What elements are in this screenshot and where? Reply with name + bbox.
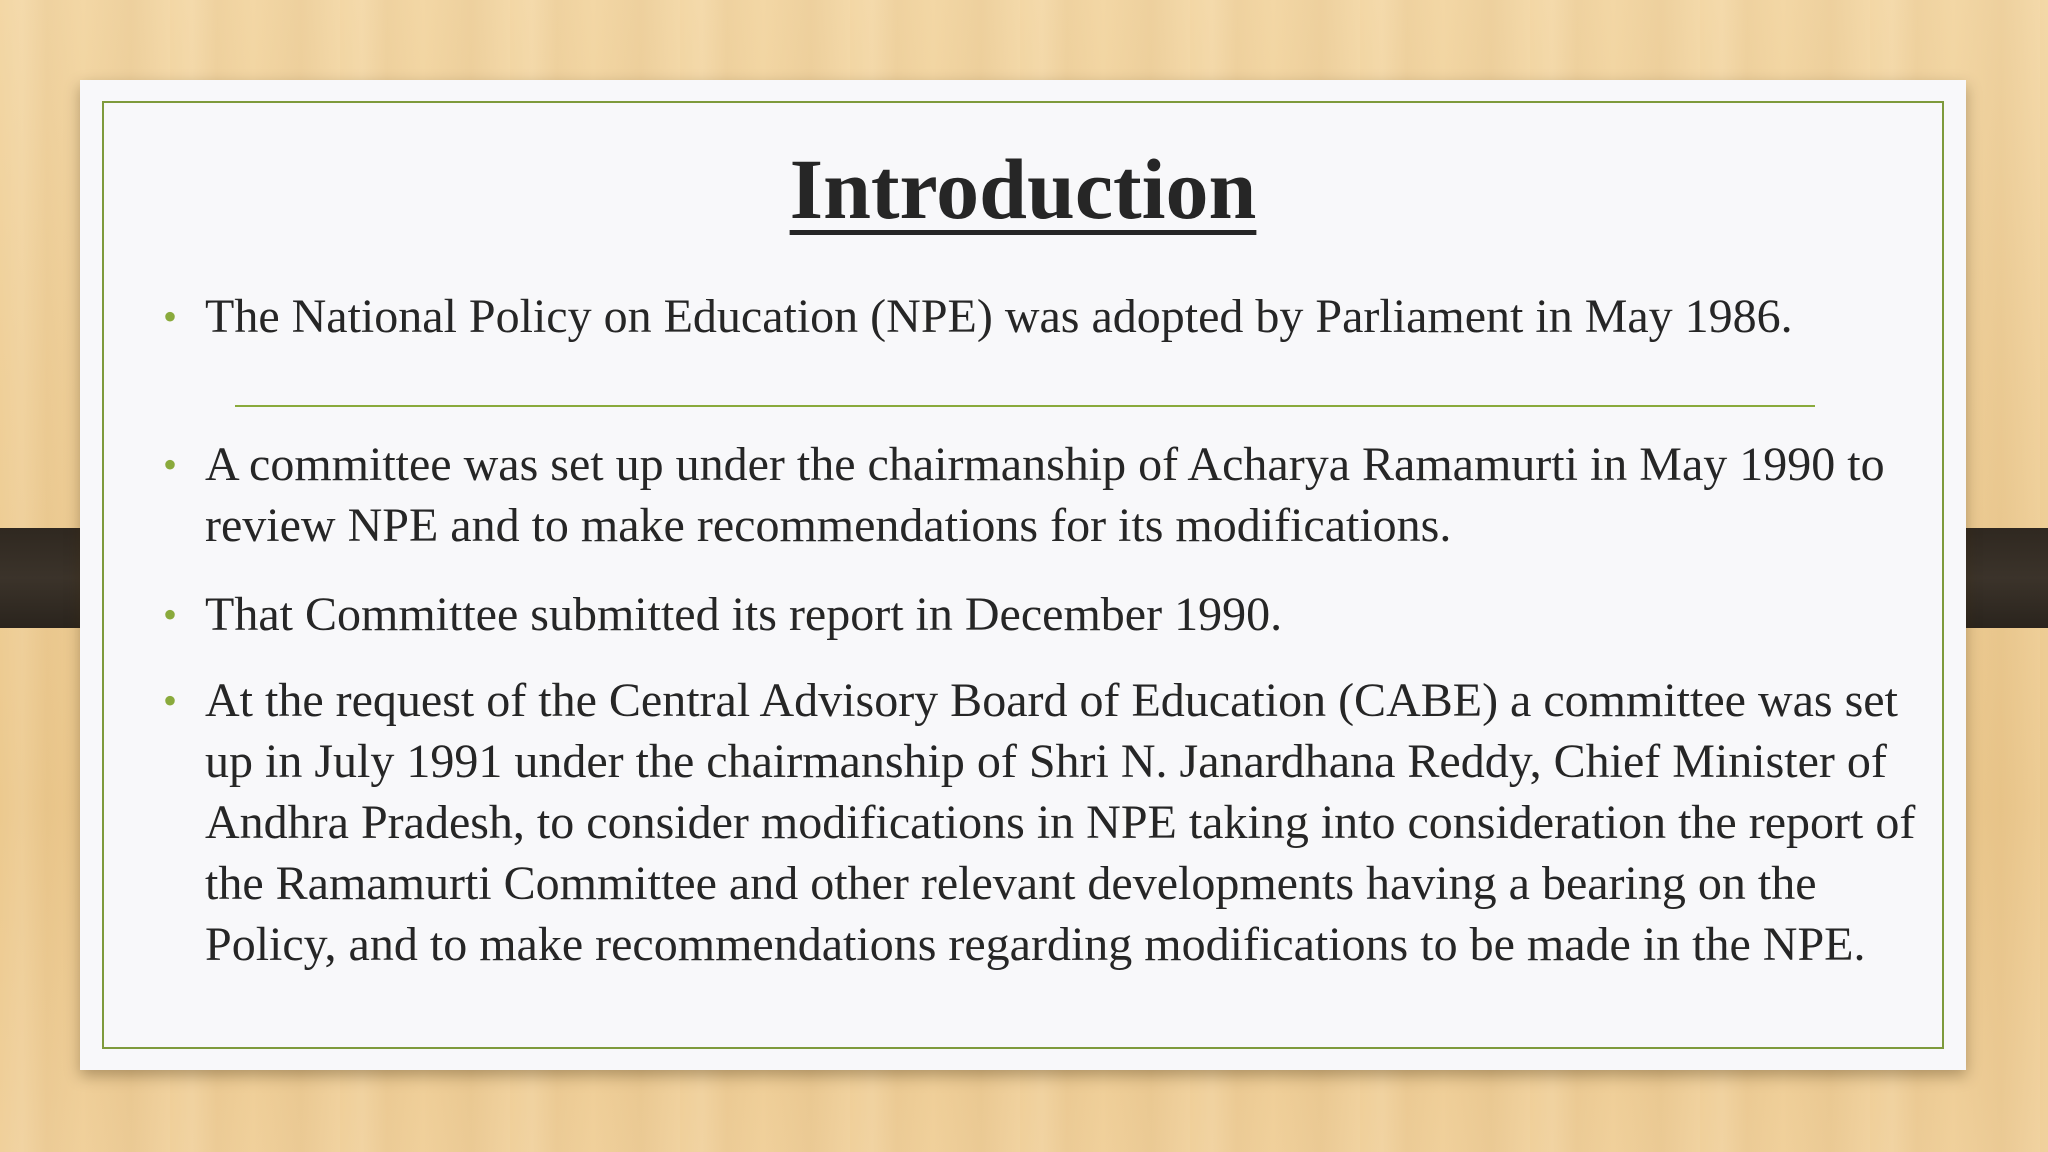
bullet-dot-icon: •	[163, 592, 178, 637]
bullet-list	[80, 80, 1966, 1070]
bullet-dot-icon: •	[163, 442, 178, 487]
bullet-dot-icon: •	[163, 678, 178, 723]
bullet-text-3: That Committee submitted its report in December 1990.	[205, 588, 1283, 641]
bullet-text-2: A committee was set up under the chairmanship of Acharya Ramamurti in May 1990 to review NPE and to make recommendations for its modifications.	[205, 438, 1885, 552]
bullet-dot-icon: •	[163, 294, 178, 339]
bullet-item-4	[163, 670, 1945, 975]
slide-title-text: Introduction	[789, 141, 1257, 237]
slide-card	[80, 80, 1966, 1070]
bullet-item-1	[163, 286, 1945, 347]
bullet-item-2	[163, 434, 1945, 556]
bullet-text-4: At the request of the Central Advisory Board of Education (CABE) a committee was set up in July 1991 under the chairmanship of Shri N. Janardhana Reddy, Chief Minister of Andhra Pradesh, to consider modifications in NPE taking into consideration the report of the Ramamurti Committee and other relevant developments having a bearing on the Policy, and to make recommendations regarding modifications to be made in the NPE.	[205, 674, 1916, 971]
bullet-text-1: The National Policy on Education (NPE) was adopted by Parliament in May 1986.	[205, 290, 1793, 343]
divider-line	[235, 405, 1815, 407]
bullet-item-3	[163, 584, 1945, 645]
